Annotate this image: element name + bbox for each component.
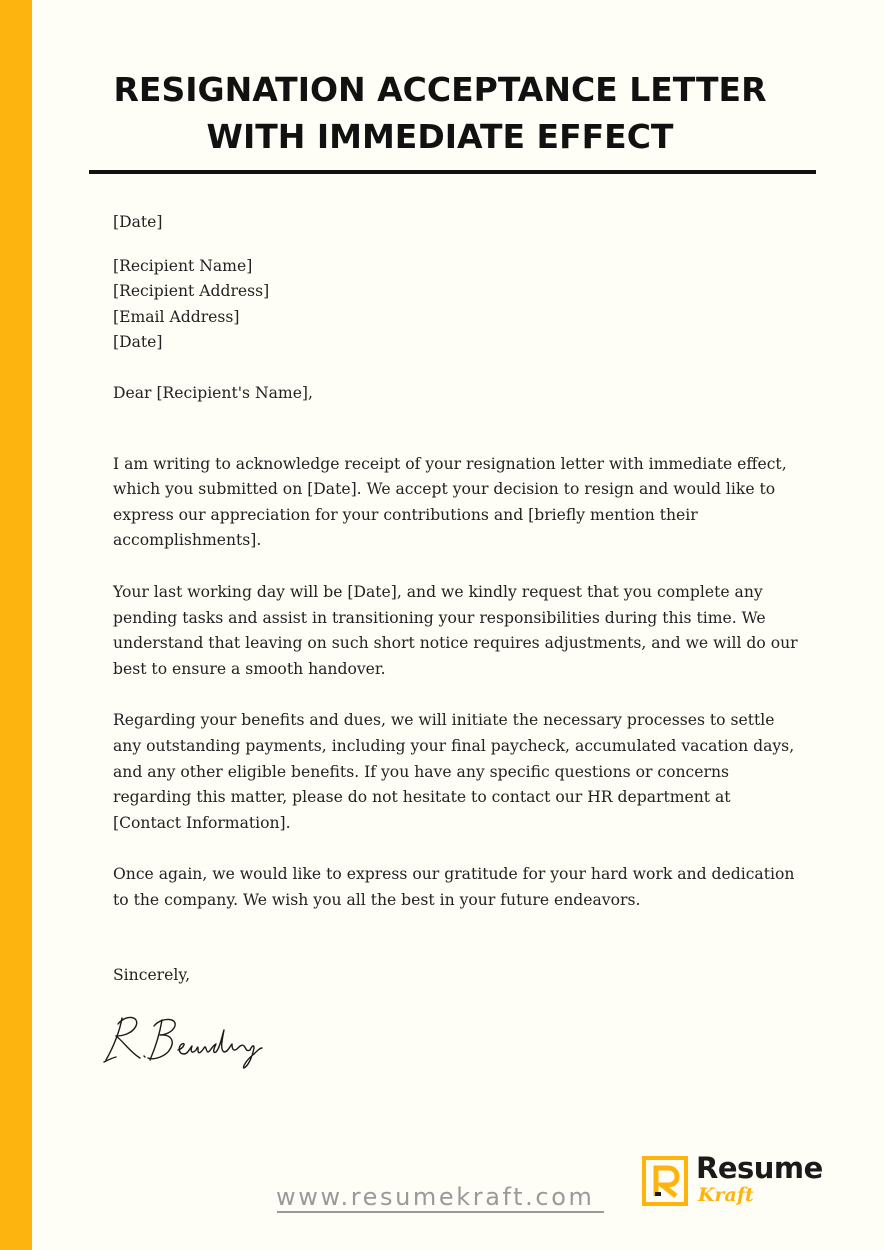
salutation: Dear [Recipient's Name], (113, 383, 313, 402)
resumekraft-r-logo-icon (642, 1156, 688, 1206)
accent-side-bar (0, 0, 32, 1250)
footer-url-underline (277, 1211, 604, 1213)
footer-website-url[interactable]: www.resumekraft.com (276, 1183, 595, 1211)
recipient-date: [Date] (113, 333, 163, 352)
title-divider (89, 170, 816, 174)
signature-image (100, 1008, 270, 1072)
letter-date: [Date] (113, 213, 163, 231)
logo-wordmark: Resume (696, 1151, 823, 1185)
paragraph-2: Your last working day will be [Date], and we kindly request that you complete any pending tasks and assist in transitioning your responsibilities during this time. We understand that leaving on such short notice requires adjustments, and we will do our best to ensure a smooth handover. (113, 582, 798, 678)
logo-subtext: Kraft (698, 1184, 754, 1206)
title-line-1: RESIGNATION ACCEPTANCE LETTER (113, 70, 767, 109)
paragraph-1: I am writing to acknowledge receipt of your resignation letter with immediate effect, which you submitted on [Date]. We accept your decision to resign and would like to express our appreciation for your contributions and [briefly mention their accomplishments]. (113, 454, 787, 550)
title-line-2: WITH IMMEDIATE EFFECT (206, 117, 674, 156)
paragraph-4: Once again, we would like to express our gratitude for your hard work and dedication to the company. We wish you all the best in your future endeavors. (113, 865, 795, 909)
recipient-name: [Recipient Name] (113, 256, 253, 275)
paragraph-3: Regarding your benefits and dues, we will initiate the necessary processes to settle any outstanding payments, including your final paycheck, accumulated vacation days, and any other eligible benefits. If you have any specific questions or concerns regarding this matter, please do not hesitate to contact our HR department at [Contact Information]. (113, 711, 795, 832)
letter-title (88, 66, 792, 160)
recipient-block (113, 254, 803, 356)
resumekraft-logo (642, 1152, 842, 1210)
letter-body (113, 210, 803, 989)
closing: Sincerely, (113, 966, 191, 985)
recipient-email: [Email Address] (113, 307, 240, 326)
recipient-address: [Recipient Address] (113, 282, 270, 301)
